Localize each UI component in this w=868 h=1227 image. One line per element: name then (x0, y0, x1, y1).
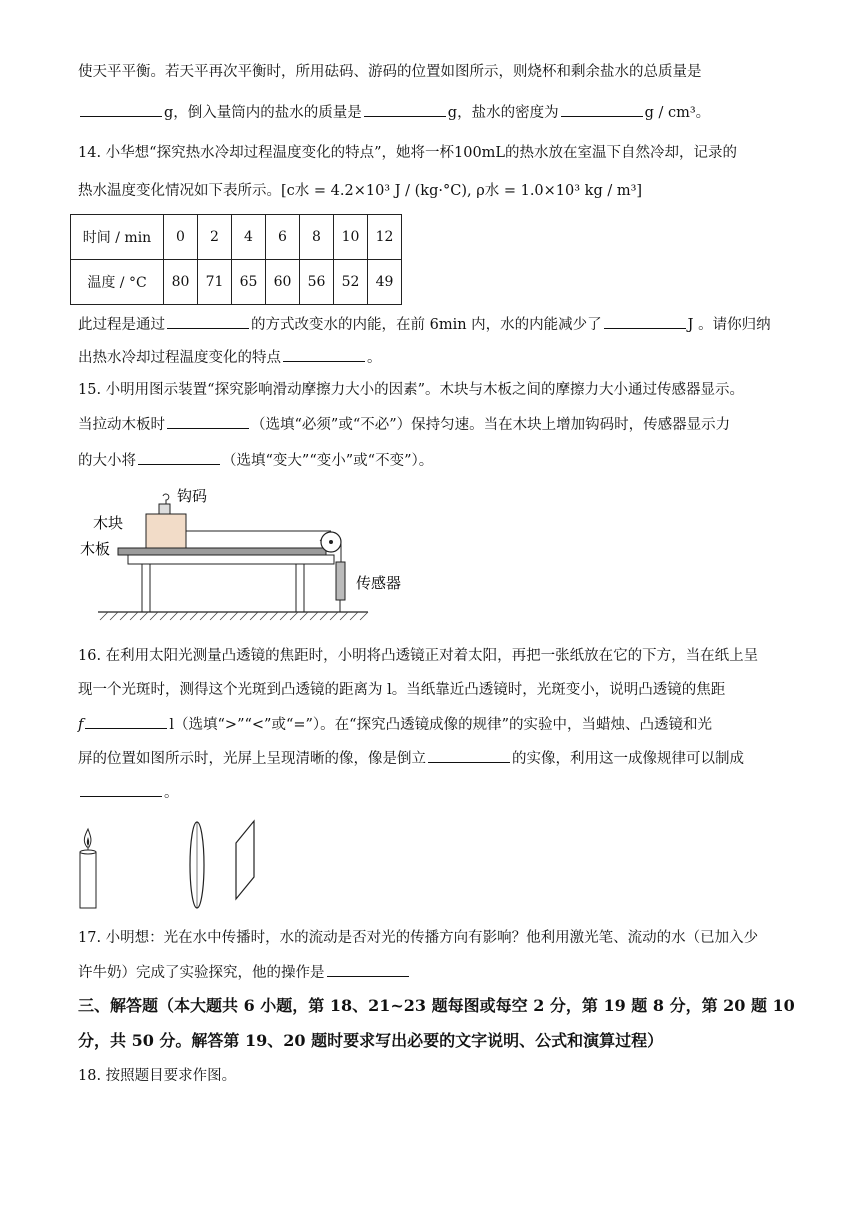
q14-after1: 此过程是通过 的方式改变水的内能，在前 6min 内，水的内能减少了 J 。请你归纳 (78, 314, 771, 335)
q13-blank-density[interactable] (561, 102, 643, 117)
table-top (128, 555, 334, 564)
force-sensor (336, 562, 345, 600)
wooden-block (146, 514, 186, 548)
q15-blank-uniform[interactable] (167, 414, 249, 429)
q13-line1: 使天平平衡。若天平再次平衡时，所用砝码、游码的位置如图所示，则烧杯和剩余盐水的总质量是 (78, 64, 702, 80)
screen-icon (236, 821, 254, 899)
q16-line3: f l（选填“>”“<”或“=”）。在“探究凸透镜成像的规律”的实验中，当蜡烛、凸透镜和光 (78, 714, 712, 735)
label-sensor: 传感器 (356, 574, 402, 592)
q16-line4: 屏的位置如图所示时，光屏上呈现清晰的像，像是倒立 的实像，利用这一成像规律可以制成 (78, 748, 744, 769)
hook-weight-icon (159, 494, 170, 514)
q16-line5: 。 (78, 782, 179, 803)
table-row (71, 260, 402, 305)
time-cell: 10 (334, 215, 368, 260)
temp-cell: 49 (368, 260, 402, 305)
candle-icon (80, 829, 96, 908)
time-cell: 4 (232, 215, 266, 260)
temp-cell: 52 (334, 260, 368, 305)
q15-line2: 当拉动木板时 （选填“必须”或“不必”）保持匀速。当在木块上增加钩码时，传感器显示力 (78, 414, 730, 435)
q17-line1: 17. 小明想：光在水中传播时，水的流动是否对光的传播方向有影响？他利用激光笔、流动的水（已加入少 (78, 930, 759, 946)
q14-after2: 出热水冷却过程温度变化的特点 。 (78, 347, 382, 368)
temp-cell: 60 (266, 260, 300, 305)
label-hook-weight: 钩码 (177, 487, 208, 505)
label-board: 木板 (80, 540, 111, 558)
q14-blank-feature[interactable] (283, 347, 365, 362)
q16-blank-image-size[interactable] (428, 748, 510, 763)
time-cell: 12 (368, 215, 402, 260)
q13-blank-total-mass[interactable] (80, 102, 162, 117)
temp-cell: 71 (198, 260, 232, 305)
q15-blank-change[interactable] (138, 450, 220, 465)
q14-formula: [c水 = 4.2×10³ J / (kg·°C), ρ水 = 1.0×10³ kg / m³] (281, 183, 643, 199)
table-row (71, 215, 402, 260)
q13-blank-poured-mass[interactable] (364, 102, 446, 117)
time-cell: 6 (266, 215, 300, 260)
q16-blank-compare[interactable] (85, 714, 167, 729)
table-header-temp: 温度 / °C (71, 260, 164, 305)
label-block: 木块 (93, 514, 124, 532)
q14-line1: 14. 小华想“探究热水冷却过程温度变化的特点”，她将一杯100mL的热水放在室温下自然冷却，记录的 (78, 145, 738, 161)
time-cell: 0 (164, 215, 198, 260)
q14-blank-method[interactable] (167, 314, 249, 329)
q17-blank-operation[interactable] (327, 962, 409, 977)
lens-imaging-figure (70, 815, 270, 915)
q16-blank-device[interactable] (80, 782, 162, 797)
section3-heading-line2: 分，共 50 分。解答第 19、20 题时要求写出必要的文字说明、公式和演算过程） (78, 1031, 664, 1050)
q14-blank-energy[interactable] (604, 314, 686, 329)
q16-line1: 16. 在利用太阳光测量凸透镜的焦距时，小明将凸透镜正对着太阳，再把一张纸放在它的下方，当在纸上呈 (78, 648, 759, 664)
section3-heading-line1: 三、解答题（本大题共 6 小题，第 18、21~23 题每图或每空 2 分，第 19 题 8 分，第 20 题 10 (78, 996, 795, 1015)
q17-line2: 许牛奶）完成了实验探究，他的操作是 (78, 962, 411, 983)
q18-line1: 18. 按照题目要求作图。 (78, 1068, 237, 1084)
q15-line3: 的大小将 （选填“变大”“变小”或“不变”）。 (78, 450, 433, 471)
convex-lens-icon (190, 822, 204, 908)
temp-cell: 56 (300, 260, 334, 305)
temp-cell: 65 (232, 260, 266, 305)
q13-line2: g，倒入量筒内的盐水的质量是 g，盐水的密度为 g / cm³。 (78, 102, 710, 123)
table-leg (142, 564, 150, 612)
q16-line2: 现一个光斑时，测得这个光斑到凸透镜的距离为 l。当纸靠近凸透镜时，光斑变小，说明凸透镜的焦距 (78, 682, 726, 698)
friction-apparatus-figure (70, 482, 450, 622)
q14-line2: 热水温度变化情况如下表所示。[c水 = 4.2×10³ J / (kg·°C), ρ水 = 1.0×10³ kg / m³] (78, 183, 643, 199)
table-leg (296, 564, 304, 612)
wooden-board (118, 548, 326, 555)
time-cell: 8 (300, 215, 334, 260)
temperature-table (70, 214, 402, 305)
q15-line1: 15. 小明用图示装置“探究影响滑动摩擦力大小的因素”。木块与木板之间的摩擦力大小通过传感器显示。 (78, 382, 744, 398)
temp-cell: 80 (164, 260, 198, 305)
table-header-time: 时间 / min (71, 215, 164, 260)
time-cell: 2 (198, 215, 232, 260)
